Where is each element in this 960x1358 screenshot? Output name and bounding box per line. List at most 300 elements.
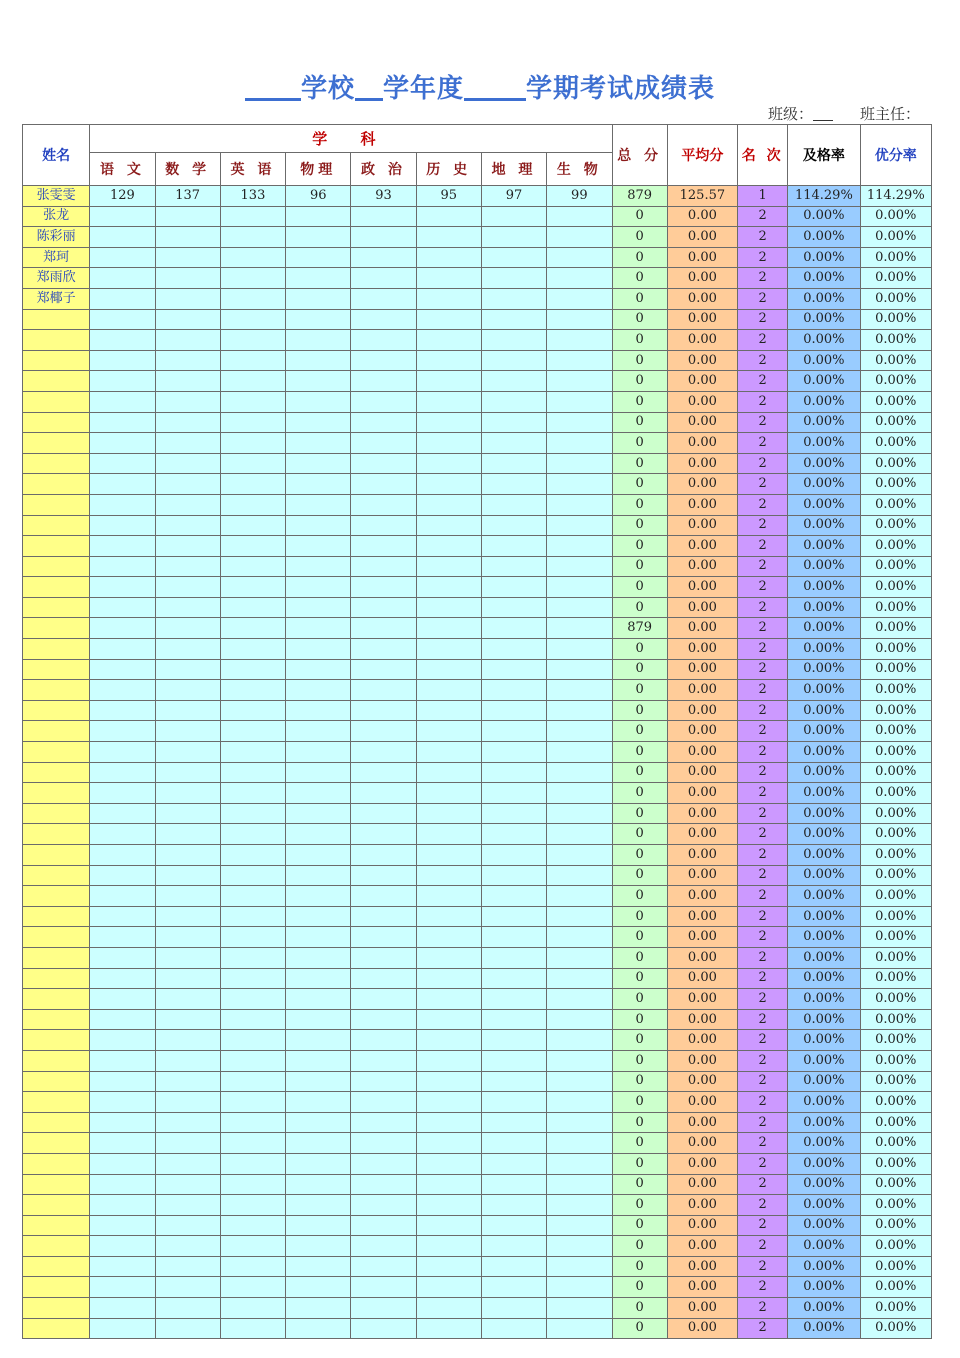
score-cell[interactable]	[481, 453, 546, 474]
score-cell[interactable]	[351, 639, 416, 660]
rank-cell[interactable]: 2	[738, 1009, 788, 1030]
score-cell[interactable]	[351, 989, 416, 1010]
pass-rate-cell[interactable]: 0.00%	[788, 1236, 860, 1257]
score-cell[interactable]	[220, 1318, 285, 1339]
score-cell[interactable]	[481, 1174, 546, 1195]
score-cell[interactable]	[286, 391, 351, 412]
score-cell[interactable]	[220, 783, 285, 804]
score-cell[interactable]	[416, 803, 481, 824]
rank-cell[interactable]: 2	[738, 247, 788, 268]
score-cell[interactable]	[351, 927, 416, 948]
score-cell[interactable]	[155, 927, 220, 948]
score-cell[interactable]	[351, 1009, 416, 1030]
score-cell[interactable]	[286, 1215, 351, 1236]
excellent-rate-cell[interactable]: 0.00%	[860, 1215, 931, 1236]
score-cell[interactable]	[547, 1092, 612, 1113]
total-cell[interactable]: 0	[612, 515, 667, 536]
average-cell[interactable]: 0.00	[667, 309, 737, 330]
excellent-rate-cell[interactable]: 0.00%	[860, 803, 931, 824]
pass-rate-cell[interactable]: 0.00%	[788, 659, 860, 680]
average-cell[interactable]: 0.00	[667, 721, 737, 742]
score-cell[interactable]	[286, 1256, 351, 1277]
score-cell[interactable]	[286, 556, 351, 577]
student-name-cell[interactable]	[23, 680, 90, 701]
average-cell[interactable]: 0.00	[667, 762, 737, 783]
score-cell[interactable]	[90, 453, 155, 474]
score-cell[interactable]	[220, 1050, 285, 1071]
score-cell[interactable]	[547, 721, 612, 742]
score-cell[interactable]	[155, 1153, 220, 1174]
student-name-cell[interactable]	[23, 845, 90, 866]
score-cell[interactable]	[90, 865, 155, 886]
pass-rate-cell[interactable]: 0.00%	[788, 639, 860, 660]
student-name-cell[interactable]	[23, 762, 90, 783]
average-cell[interactable]: 0.00	[667, 412, 737, 433]
rank-cell[interactable]: 2	[738, 391, 788, 412]
score-cell[interactable]	[481, 1133, 546, 1154]
student-name-cell[interactable]	[23, 1256, 90, 1277]
score-cell[interactable]	[90, 1092, 155, 1113]
score-cell[interactable]	[90, 1195, 155, 1216]
pass-rate-cell[interactable]: 0.00%	[788, 412, 860, 433]
score-cell[interactable]	[547, 247, 612, 268]
score-cell[interactable]	[155, 947, 220, 968]
average-cell[interactable]: 0.00	[667, 1112, 737, 1133]
student-name-cell[interactable]	[23, 906, 90, 927]
score-cell[interactable]	[416, 947, 481, 968]
average-cell[interactable]: 0.00	[667, 1298, 737, 1319]
score-cell[interactable]	[481, 1153, 546, 1174]
score-cell[interactable]	[416, 968, 481, 989]
score-cell[interactable]	[416, 206, 481, 227]
score-cell[interactable]	[220, 474, 285, 495]
total-cell[interactable]: 0	[612, 968, 667, 989]
score-cell[interactable]	[155, 597, 220, 618]
score-cell[interactable]	[481, 1256, 546, 1277]
average-cell[interactable]: 0.00	[667, 515, 737, 536]
total-cell[interactable]: 0	[612, 1298, 667, 1319]
score-cell[interactable]	[90, 247, 155, 268]
score-cell[interactable]	[220, 845, 285, 866]
score-cell[interactable]	[547, 453, 612, 474]
score-cell[interactable]	[220, 824, 285, 845]
average-cell[interactable]: 125.57	[667, 186, 737, 207]
score-cell[interactable]	[90, 783, 155, 804]
score-cell[interactable]	[155, 433, 220, 454]
score-cell[interactable]	[351, 1153, 416, 1174]
score-cell[interactable]	[90, 556, 155, 577]
total-cell[interactable]: 0	[612, 1256, 667, 1277]
student-name-cell[interactable]	[23, 947, 90, 968]
score-cell[interactable]	[481, 700, 546, 721]
total-cell[interactable]: 0	[612, 1112, 667, 1133]
score-cell[interactable]	[220, 865, 285, 886]
pass-rate-cell[interactable]: 0.00%	[788, 288, 860, 309]
excellent-rate-cell[interactable]: 0.00%	[860, 742, 931, 763]
score-cell[interactable]	[220, 330, 285, 351]
score-cell[interactable]	[547, 412, 612, 433]
average-cell[interactable]: 0.00	[667, 597, 737, 618]
total-cell[interactable]: 0	[612, 1133, 667, 1154]
score-cell[interactable]	[547, 1236, 612, 1257]
score-cell[interactable]	[90, 968, 155, 989]
score-cell[interactable]	[220, 1092, 285, 1113]
score-cell[interactable]	[155, 700, 220, 721]
score-cell[interactable]	[481, 659, 546, 680]
score-cell[interactable]	[416, 1092, 481, 1113]
excellent-rate-cell[interactable]: 0.00%	[860, 247, 931, 268]
total-cell[interactable]: 0	[612, 350, 667, 371]
score-cell[interactable]	[286, 1318, 351, 1339]
score-cell[interactable]	[481, 845, 546, 866]
score-cell[interactable]	[416, 597, 481, 618]
average-cell[interactable]: 0.00	[667, 268, 737, 289]
score-cell[interactable]	[90, 597, 155, 618]
pass-rate-cell[interactable]: 0.00%	[788, 1174, 860, 1195]
student-name-cell[interactable]	[23, 742, 90, 763]
total-cell[interactable]: 0	[612, 247, 667, 268]
student-name-cell[interactable]	[23, 927, 90, 948]
score-cell[interactable]	[416, 577, 481, 598]
average-cell[interactable]: 0.00	[667, 536, 737, 557]
excellent-rate-cell[interactable]: 0.00%	[860, 865, 931, 886]
score-cell[interactable]	[90, 1153, 155, 1174]
excellent-rate-cell[interactable]: 0.00%	[860, 515, 931, 536]
score-cell[interactable]	[155, 350, 220, 371]
score-cell[interactable]	[481, 330, 546, 351]
excellent-rate-cell[interactable]: 114.29%	[860, 186, 931, 207]
score-cell[interactable]	[351, 906, 416, 927]
score-cell[interactable]	[416, 371, 481, 392]
score-cell[interactable]	[547, 206, 612, 227]
student-name-cell[interactable]	[23, 597, 90, 618]
score-cell[interactable]	[286, 824, 351, 845]
pass-rate-cell[interactable]: 0.00%	[788, 742, 860, 763]
excellent-rate-cell[interactable]: 0.00%	[860, 227, 931, 248]
score-cell[interactable]	[416, 1256, 481, 1277]
score-cell[interactable]	[416, 762, 481, 783]
score-cell[interactable]	[351, 268, 416, 289]
score-cell[interactable]	[220, 1174, 285, 1195]
score-cell[interactable]	[155, 330, 220, 351]
average-cell[interactable]: 0.00	[667, 700, 737, 721]
average-cell[interactable]: 0.00	[667, 886, 737, 907]
excellent-rate-cell[interactable]: 0.00%	[860, 1236, 931, 1257]
student-name-cell[interactable]	[23, 1071, 90, 1092]
excellent-rate-cell[interactable]: 0.00%	[860, 494, 931, 515]
score-cell[interactable]	[547, 330, 612, 351]
score-cell[interactable]	[90, 309, 155, 330]
rank-cell[interactable]: 2	[738, 680, 788, 701]
score-cell[interactable]	[155, 453, 220, 474]
score-cell[interactable]	[547, 1009, 612, 1030]
pass-rate-cell[interactable]: 0.00%	[788, 597, 860, 618]
pass-rate-cell[interactable]: 0.00%	[788, 1071, 860, 1092]
score-cell[interactable]	[416, 1133, 481, 1154]
rank-cell[interactable]: 2	[738, 886, 788, 907]
rank-cell[interactable]: 2	[738, 762, 788, 783]
score-cell[interactable]	[416, 227, 481, 248]
score-cell[interactable]	[351, 536, 416, 557]
score-cell[interactable]	[155, 1174, 220, 1195]
excellent-rate-cell[interactable]: 0.00%	[860, 968, 931, 989]
score-cell[interactable]	[90, 618, 155, 639]
score-cell[interactable]	[286, 1071, 351, 1092]
score-cell[interactable]	[220, 247, 285, 268]
average-cell[interactable]: 0.00	[667, 330, 737, 351]
score-cell[interactable]	[351, 803, 416, 824]
score-cell[interactable]	[155, 536, 220, 557]
student-name-cell[interactable]	[23, 639, 90, 660]
excellent-rate-cell[interactable]: 0.00%	[860, 474, 931, 495]
student-name-cell[interactable]	[23, 412, 90, 433]
score-cell[interactable]	[351, 721, 416, 742]
score-cell[interactable]	[481, 762, 546, 783]
student-name-cell[interactable]	[23, 1092, 90, 1113]
score-cell[interactable]	[351, 577, 416, 598]
score-cell[interactable]	[286, 700, 351, 721]
rank-cell[interactable]: 2	[738, 494, 788, 515]
score-cell[interactable]	[481, 742, 546, 763]
score-cell[interactable]	[90, 700, 155, 721]
score-cell[interactable]	[547, 680, 612, 701]
average-cell[interactable]: 0.00	[667, 824, 737, 845]
score-cell[interactable]	[155, 556, 220, 577]
score-cell[interactable]	[90, 1256, 155, 1277]
score-cell[interactable]	[351, 412, 416, 433]
average-cell[interactable]: 0.00	[667, 1133, 737, 1154]
score-cell[interactable]	[416, 391, 481, 412]
score-cell[interactable]	[90, 1318, 155, 1339]
score-cell[interactable]	[220, 1277, 285, 1298]
pass-rate-cell[interactable]: 0.00%	[788, 721, 860, 742]
score-cell[interactable]	[220, 453, 285, 474]
score-cell[interactable]	[220, 886, 285, 907]
score-cell[interactable]	[155, 906, 220, 927]
score-cell[interactable]	[351, 1215, 416, 1236]
total-cell[interactable]: 0	[612, 1195, 667, 1216]
score-cell[interactable]	[547, 886, 612, 907]
score-cell[interactable]	[547, 556, 612, 577]
total-cell[interactable]: 0	[612, 536, 667, 557]
score-cell[interactable]	[481, 1215, 546, 1236]
score-cell[interactable]	[155, 721, 220, 742]
score-cell[interactable]	[155, 1236, 220, 1257]
average-cell[interactable]: 0.00	[667, 927, 737, 948]
score-cell[interactable]	[286, 1133, 351, 1154]
excellent-rate-cell[interactable]: 0.00%	[860, 1009, 931, 1030]
score-cell[interactable]	[220, 659, 285, 680]
score-cell[interactable]	[547, 1071, 612, 1092]
score-cell[interactable]	[481, 968, 546, 989]
total-cell[interactable]: 0	[612, 762, 667, 783]
score-cell[interactable]	[286, 227, 351, 248]
score-cell[interactable]	[286, 453, 351, 474]
score-cell[interactable]	[155, 1009, 220, 1030]
score-cell[interactable]	[547, 1298, 612, 1319]
score-cell[interactable]	[90, 1030, 155, 1051]
score-cell[interactable]	[547, 1277, 612, 1298]
student-name-cell[interactable]	[23, 700, 90, 721]
score-cell[interactable]	[155, 371, 220, 392]
score-cell[interactable]	[351, 206, 416, 227]
score-cell[interactable]	[220, 268, 285, 289]
student-name-cell[interactable]: 张龙	[23, 206, 90, 227]
pass-rate-cell[interactable]: 0.00%	[788, 1153, 860, 1174]
score-cell[interactable]	[286, 927, 351, 948]
score-cell[interactable]	[220, 742, 285, 763]
score-cell[interactable]	[286, 968, 351, 989]
student-name-cell[interactable]	[23, 371, 90, 392]
average-cell[interactable]: 0.00	[667, 680, 737, 701]
score-cell[interactable]	[90, 433, 155, 454]
score-cell[interactable]	[547, 865, 612, 886]
rank-cell[interactable]: 2	[738, 1277, 788, 1298]
score-cell[interactable]	[90, 886, 155, 907]
excellent-rate-cell[interactable]: 0.00%	[860, 309, 931, 330]
average-cell[interactable]: 0.00	[667, 227, 737, 248]
total-cell[interactable]: 0	[612, 474, 667, 495]
score-cell[interactable]	[286, 494, 351, 515]
rank-cell[interactable]: 2	[738, 845, 788, 866]
score-cell[interactable]	[155, 1215, 220, 1236]
score-cell[interactable]	[481, 1009, 546, 1030]
rank-cell[interactable]: 2	[738, 288, 788, 309]
score-cell[interactable]	[416, 1195, 481, 1216]
score-cell[interactable]	[90, 947, 155, 968]
student-name-cell[interactable]	[23, 309, 90, 330]
score-cell[interactable]	[416, 659, 481, 680]
rank-cell[interactable]: 1	[738, 186, 788, 207]
pass-rate-cell[interactable]: 0.00%	[788, 680, 860, 701]
score-cell[interactable]	[351, 1174, 416, 1195]
average-cell[interactable]: 0.00	[667, 1092, 737, 1113]
student-name-cell[interactable]	[23, 391, 90, 412]
excellent-rate-cell[interactable]: 0.00%	[860, 1071, 931, 1092]
score-cell[interactable]	[155, 227, 220, 248]
rank-cell[interactable]: 2	[738, 1030, 788, 1051]
rank-cell[interactable]: 2	[738, 947, 788, 968]
rank-cell[interactable]: 2	[738, 1153, 788, 1174]
score-cell[interactable]	[155, 391, 220, 412]
score-cell[interactable]	[90, 1112, 155, 1133]
score-cell[interactable]: 95	[416, 186, 481, 207]
score-cell[interactable]	[416, 1174, 481, 1195]
score-cell[interactable]	[155, 824, 220, 845]
score-cell[interactable]	[351, 288, 416, 309]
score-cell[interactable]	[286, 1050, 351, 1071]
score-cell[interactable]	[155, 659, 220, 680]
score-cell[interactable]	[220, 536, 285, 557]
rank-cell[interactable]: 2	[738, 865, 788, 886]
score-cell[interactable]	[481, 824, 546, 845]
score-cell[interactable]	[481, 803, 546, 824]
score-cell[interactable]	[351, 433, 416, 454]
score-cell[interactable]	[220, 721, 285, 742]
score-cell[interactable]	[351, 845, 416, 866]
average-cell[interactable]: 0.00	[667, 845, 737, 866]
student-name-cell[interactable]	[23, 1030, 90, 1051]
excellent-rate-cell[interactable]: 0.00%	[860, 268, 931, 289]
rank-cell[interactable]: 2	[738, 433, 788, 454]
score-cell[interactable]	[351, 227, 416, 248]
average-cell[interactable]: 0.00	[667, 577, 737, 598]
score-cell[interactable]	[547, 1112, 612, 1133]
excellent-rate-cell[interactable]: 0.00%	[860, 453, 931, 474]
score-cell[interactable]	[547, 947, 612, 968]
rank-cell[interactable]: 2	[738, 1050, 788, 1071]
score-cell[interactable]	[481, 1092, 546, 1113]
pass-rate-cell[interactable]: 0.00%	[788, 433, 860, 454]
pass-rate-cell[interactable]: 0.00%	[788, 1318, 860, 1339]
score-cell[interactable]	[90, 1174, 155, 1195]
score-cell[interactable]	[286, 989, 351, 1010]
average-cell[interactable]: 0.00	[667, 453, 737, 474]
rank-cell[interactable]: 2	[738, 927, 788, 948]
total-cell[interactable]: 0	[612, 700, 667, 721]
student-name-cell[interactable]: 陈彩丽	[23, 227, 90, 248]
student-name-cell[interactable]	[23, 865, 90, 886]
score-cell[interactable]	[481, 536, 546, 557]
average-cell[interactable]: 0.00	[667, 247, 737, 268]
score-cell[interactable]	[547, 845, 612, 866]
total-cell[interactable]: 0	[612, 1318, 667, 1339]
score-cell[interactable]	[351, 453, 416, 474]
score-cell[interactable]	[547, 1256, 612, 1277]
pass-rate-cell[interactable]: 0.00%	[788, 1277, 860, 1298]
score-cell[interactable]: 97	[481, 186, 546, 207]
score-cell[interactable]	[90, 350, 155, 371]
score-cell[interactable]	[220, 206, 285, 227]
rank-cell[interactable]: 2	[738, 639, 788, 660]
rank-cell[interactable]: 2	[738, 618, 788, 639]
pass-rate-cell[interactable]: 0.00%	[788, 968, 860, 989]
score-cell[interactable]	[416, 824, 481, 845]
score-cell[interactable]	[286, 1112, 351, 1133]
score-cell[interactable]	[220, 968, 285, 989]
rank-cell[interactable]: 2	[738, 1133, 788, 1154]
score-cell[interactable]	[220, 618, 285, 639]
score-cell[interactable]	[90, 288, 155, 309]
pass-rate-cell[interactable]: 0.00%	[788, 474, 860, 495]
score-cell[interactable]	[351, 1050, 416, 1071]
average-cell[interactable]: 0.00	[667, 1236, 737, 1257]
score-cell[interactable]	[351, 1133, 416, 1154]
score-cell[interactable]	[351, 330, 416, 351]
rank-cell[interactable]: 2	[738, 1256, 788, 1277]
rank-cell[interactable]: 2	[738, 1174, 788, 1195]
score-cell[interactable]	[481, 721, 546, 742]
student-name-cell[interactable]	[23, 474, 90, 495]
score-cell[interactable]	[547, 906, 612, 927]
score-cell[interactable]	[547, 762, 612, 783]
score-cell[interactable]	[481, 371, 546, 392]
rank-cell[interactable]: 2	[738, 536, 788, 557]
score-cell[interactable]: 137	[155, 186, 220, 207]
score-cell[interactable]	[481, 433, 546, 454]
score-cell[interactable]	[351, 659, 416, 680]
rank-cell[interactable]: 2	[738, 742, 788, 763]
score-cell[interactable]	[481, 350, 546, 371]
pass-rate-cell[interactable]: 0.00%	[788, 824, 860, 845]
pass-rate-cell[interactable]: 0.00%	[788, 1215, 860, 1236]
score-cell[interactable]	[90, 1236, 155, 1257]
score-cell[interactable]	[351, 1318, 416, 1339]
pass-rate-cell[interactable]: 0.00%	[788, 247, 860, 268]
score-cell[interactable]	[220, 391, 285, 412]
pass-rate-cell[interactable]: 0.00%	[788, 556, 860, 577]
excellent-rate-cell[interactable]: 0.00%	[860, 350, 931, 371]
